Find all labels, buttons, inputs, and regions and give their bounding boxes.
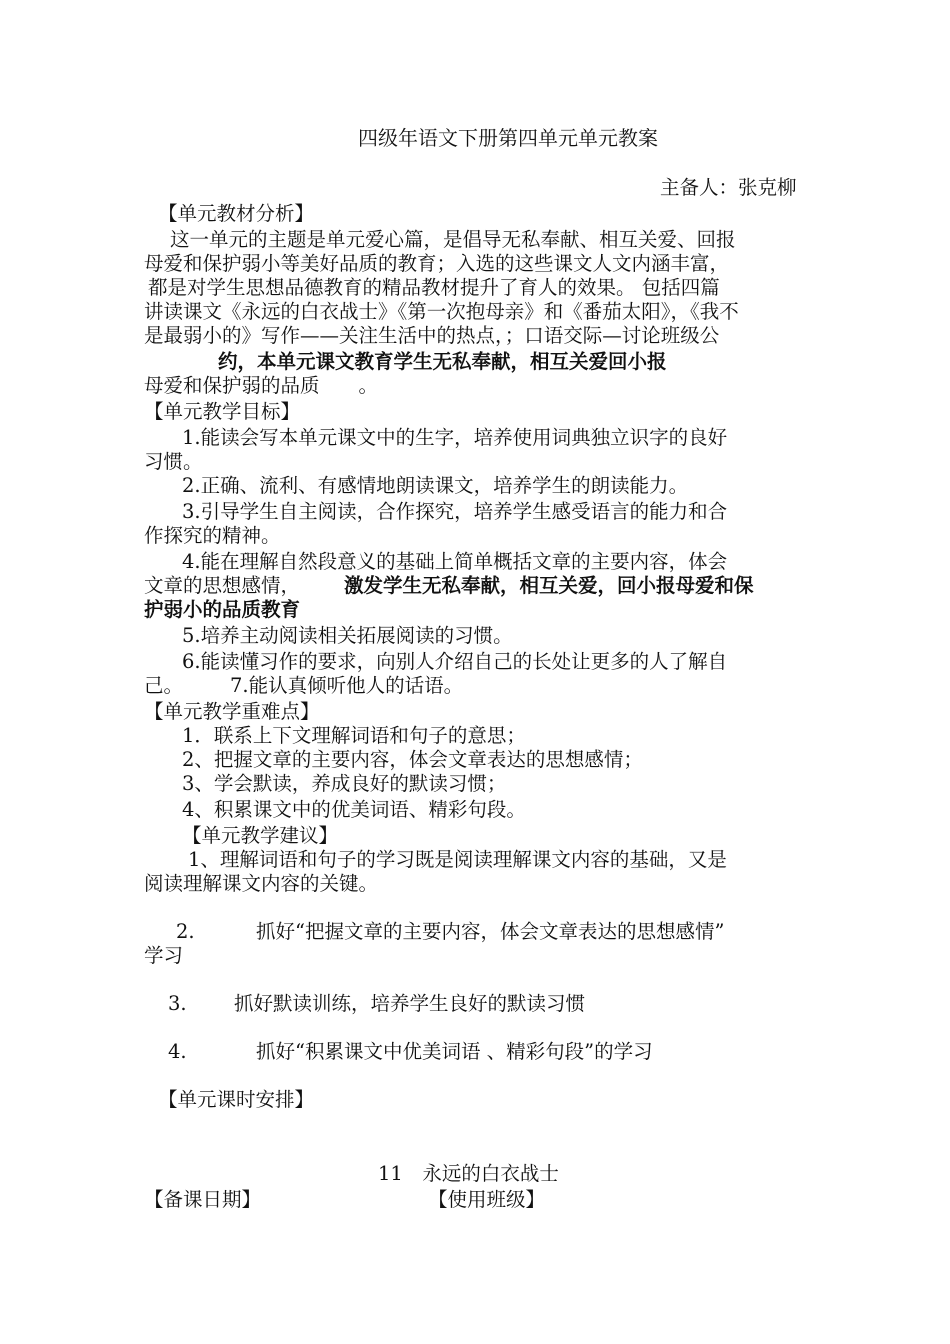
analysis-line: 讲读课文《永远的白衣战士》《第一次抱母亲》和《番茄太阳》，《我不 (144, 300, 739, 323)
section-heading-keypoints: 【单元教学重难点】 (144, 700, 320, 723)
goal-line: 文章的思想感情， (144, 574, 301, 597)
suggestion-line: 阅读理解课文内容的关键。 (144, 872, 379, 895)
section-heading-schedule: 【单元课时安排】 (158, 1088, 315, 1111)
analysis-line: 是最弱小的》写作——关注生活中的热点，；口语交际—讨论班级公 (144, 324, 720, 347)
analysis-line: 母爱和保护弱的品质 。 (144, 374, 379, 397)
suggestion-line: 抓好“积累课文中优美词语 、精彩句段”的学习 (256, 1040, 653, 1063)
goal-line: 7.能认真倾听他人的话语。 (230, 674, 464, 697)
goal-line-emphasis: 激发学生无私奉献，相互关爱，回小报母爱和保 (344, 574, 754, 597)
goal-line: 6.能读懂习作的要求，向别人介绍自己的长处让更多的人了解自 (182, 650, 728, 673)
lesson-title: 11 永远的白衣战士 (378, 1162, 559, 1185)
analysis-line: 母爱和保护弱小等美好品质的教育；入选的这些课文人文内涵丰富， (144, 252, 730, 275)
goal-line-emphasis: 护弱小的品质教育 (144, 598, 301, 621)
analysis-line: 这一单元的主题是单元爱心篇，是倡导无私奉献、相互关爱、回报 (170, 228, 736, 251)
suggestion-line: 抓好“把握文章的主要内容，体会文章表达的思想感情” (256, 920, 725, 943)
keypoint-line: 1．联系上下文理解词语和句子的意思； (182, 724, 526, 747)
suggestion-number: 3. (168, 992, 187, 1015)
analysis-line: 约，本单元课文教育学生无私奉献，相互关爱回小报 (218, 350, 667, 373)
keypoint-line: 3、学会默读，养成良好的默读习惯； (182, 772, 507, 795)
lesson-date-label: 【备课日期】 (144, 1188, 262, 1211)
keypoint-line: 2、把握文章的主要内容，体会文章表达的思想感情； (182, 748, 643, 771)
goal-line: 3.引导学生自主阅读，合作探究，培养学生感受语言的能力和合 (182, 500, 728, 523)
keypoint-line: 4、积累课文中的优美词语、精彩句段。 (182, 798, 526, 821)
author-line: 主备人：张克柳 (660, 176, 797, 199)
page-title: 四级年语文下册第四单元单元教案 (358, 126, 658, 150)
suggestion-number: 4. (168, 1040, 187, 1063)
suggestion-line: 学习 (144, 944, 184, 967)
suggestion-number: 2. (176, 920, 195, 943)
section-heading-analysis: 【单元教材分析】 (158, 202, 315, 225)
goal-line: 1.能读会写本单元课文中的生字，培养使用词典独立识字的良好 (182, 426, 728, 449)
goal-line: 2.正确、流利、有感情地朗读课文，培养学生的朗读能力。 (182, 474, 689, 497)
goal-line: 5.培养主动阅读相关拓展阅读的习惯。 (182, 624, 513, 647)
suggestion-line: 1、理解词语和句子的学习既是阅读理解课文内容的基础，又是 (188, 848, 727, 871)
lesson-class-label: 【使用班级】 (428, 1188, 546, 1211)
goal-line: 己。 (144, 674, 184, 697)
section-heading-goals: 【单元教学目标】 (144, 400, 301, 423)
suggestion-line: 抓好默读训练，培养学生良好的默读习惯 (234, 992, 586, 1015)
goal-line: 习惯。 (144, 450, 203, 473)
goal-line: 4.能在理解自然段意义的基础上简单概括文章的主要内容，体会 (182, 550, 728, 573)
goal-line: 作探究的精神。 (144, 524, 281, 547)
analysis-line: 都是对学生思想品德教育的精品教材提升了育人的效果。 包括四篇 (148, 276, 720, 299)
section-heading-suggestions: 【单元教学建议】 (182, 824, 339, 847)
